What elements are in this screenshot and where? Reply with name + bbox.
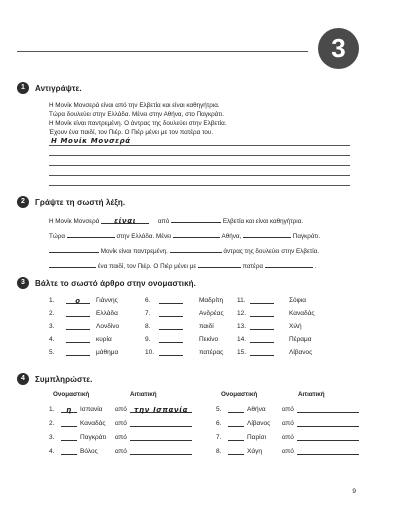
noun-word: Χάγη xyxy=(247,448,262,455)
accusative-blank[interactable] xyxy=(297,448,359,455)
article-blank[interactable] xyxy=(228,434,244,441)
article-blank[interactable] xyxy=(159,323,183,330)
from-word: από xyxy=(282,434,294,441)
article-blank[interactable] xyxy=(66,323,90,330)
writing-line[interactable] xyxy=(49,145,350,146)
item-number: 1. xyxy=(49,406,55,413)
item-number: 2. xyxy=(49,310,55,317)
accusative-blank[interactable] xyxy=(297,434,359,441)
from-word: από xyxy=(282,448,294,455)
article-blank[interactable] xyxy=(61,434,77,441)
answer-blank[interactable]: είναι xyxy=(101,217,149,224)
answer-blank[interactable] xyxy=(173,231,220,238)
item-number: 11. xyxy=(237,297,246,304)
item-number: 6. xyxy=(145,297,151,304)
section-3-heading xyxy=(17,277,196,289)
header-rule xyxy=(17,51,308,52)
article-blank[interactable] xyxy=(159,310,183,317)
item-number: 3. xyxy=(49,434,55,441)
noun-word: Χιλή xyxy=(289,323,302,330)
item-number: 14. xyxy=(237,336,247,343)
noun-word: παιδί xyxy=(199,323,214,330)
accusative-blank[interactable] xyxy=(297,420,359,427)
noun-word: Βόλος xyxy=(80,448,98,455)
section-title: Αντιγράψτε. xyxy=(35,83,82,93)
answer-blank[interactable] xyxy=(265,261,313,268)
answer-blank[interactable] xyxy=(243,231,291,238)
section-1-heading xyxy=(17,82,82,94)
accusative-blank[interactable] xyxy=(130,434,192,441)
item-number: 3. xyxy=(49,323,55,330)
accusative-blank[interactable] xyxy=(297,406,359,413)
accusative-blank[interactable]: την Ισπανία xyxy=(130,406,192,413)
noun-word: Καναδάς xyxy=(80,420,106,427)
from-word: από xyxy=(115,434,127,441)
noun-word: Μαδρίτη xyxy=(199,297,224,304)
item-number: 10. xyxy=(145,349,155,356)
item-number: 9. xyxy=(145,336,151,343)
column-header-accusative: Αιτιατική xyxy=(130,391,157,398)
section-number: 4 xyxy=(17,373,29,385)
item-number: 6. xyxy=(216,420,222,427)
fill-sentence-4: ένα παιδί, τον Πιέρ. Ο Πιέρ μένει με πατέρα . xyxy=(49,261,316,270)
copy-answer: Η Μονίκ Μονσερά xyxy=(51,137,131,145)
from-word: από xyxy=(282,420,294,427)
accusative-blank[interactable] xyxy=(130,448,192,455)
source-text xyxy=(49,101,226,137)
noun-word: Λίβανος xyxy=(289,349,313,356)
item-number: 8. xyxy=(145,323,151,330)
accusative-blank[interactable] xyxy=(130,420,192,427)
article-blank[interactable] xyxy=(250,323,274,330)
section-number: 2 xyxy=(17,196,29,208)
fill-sentence-1: Η Μονίκ Μονσερά είναι από Ελβετία και είναι καθηγήτρια. xyxy=(49,217,304,225)
answer-blank[interactable] xyxy=(198,261,241,268)
noun-word: Ελλάδα xyxy=(96,310,118,317)
item-number: 7. xyxy=(216,434,222,441)
noun-word: Λονδίνο xyxy=(96,323,120,330)
noun-word: Ανδρέας xyxy=(199,310,224,317)
noun-word: Πεκίνο xyxy=(199,336,219,343)
text-line: Η Μονίκ Μονσερά είναι από την Ελβετία και είναι καθηγήτρια. xyxy=(49,102,220,109)
text-line: Η Μονίκ είναι παντρεμένη. Ο άντρας της δουλεύει στην Ελβετία. xyxy=(49,120,227,127)
text-line: Έχουν ένα παιδί, τον Πιέρ. Ο Πιέρ μένει με τον πατέρα του. xyxy=(49,129,214,136)
answer-blank[interactable] xyxy=(170,246,222,253)
article-blank[interactable] xyxy=(228,448,244,455)
column-header-accusative: Αιτιατική xyxy=(298,391,325,398)
from-word: από xyxy=(115,420,127,427)
noun-word: κυρία xyxy=(96,336,112,343)
answer-blank[interactable] xyxy=(49,246,99,253)
noun-word: Πέραμα xyxy=(289,336,312,343)
section-number: 3 xyxy=(17,277,29,289)
from-word: από xyxy=(282,406,294,413)
noun-word: Παγκράτι xyxy=(80,434,107,441)
fill-sentence-3: Μονίκ είναι παντρεμένη. άντρας της δουλεύει στην Ελβετία. xyxy=(49,246,319,255)
article-blank[interactable] xyxy=(250,349,274,356)
writing-line[interactable] xyxy=(49,175,350,176)
section-number: 1 xyxy=(17,82,29,94)
article-blank[interactable] xyxy=(66,349,90,356)
noun-word: Αθήνα xyxy=(247,406,266,413)
item-number: 5. xyxy=(49,349,55,356)
item-number: 4. xyxy=(49,336,55,343)
section-title: Συμπληρώστε. xyxy=(35,374,93,384)
noun-word: Γιάννης xyxy=(96,297,118,304)
item-number: 2. xyxy=(49,420,55,427)
text-line: Τώρα δουλεύει στην Ελλάδα. Μένει στην Αθήνα, στο Παγκράτι. xyxy=(49,111,224,118)
article-blank[interactable] xyxy=(159,349,183,356)
item-number: 13. xyxy=(237,323,247,330)
column-header-nominative: Ονομαστική xyxy=(221,391,258,398)
article-blank[interactable] xyxy=(66,336,90,343)
item-number: 1. xyxy=(49,297,55,304)
item-number: 12. xyxy=(237,310,247,317)
writing-line[interactable] xyxy=(49,185,350,186)
article-blank[interactable]: η xyxy=(61,406,77,413)
writing-line[interactable] xyxy=(49,155,350,156)
item-number: 15. xyxy=(237,349,247,356)
article-blank[interactable] xyxy=(250,297,274,304)
article-blank[interactable] xyxy=(250,310,274,317)
article-blank[interactable] xyxy=(66,310,90,317)
noun-word: μάθημα xyxy=(96,349,119,356)
item-number: 4. xyxy=(49,448,55,455)
unit-number-badge: 3 xyxy=(318,28,359,69)
fill-sentence-2: Τώρα στην Ελλάδα. Μένει Αθήνα, Παγκράτι. xyxy=(49,233,321,240)
answer-blank[interactable] xyxy=(49,261,96,268)
noun-word: Λίβανος xyxy=(247,420,271,427)
article-blank[interactable] xyxy=(61,448,77,455)
section-2-heading xyxy=(17,196,125,208)
from-word: από xyxy=(115,448,127,455)
item-number: 5. xyxy=(216,406,222,413)
item-number: 8. xyxy=(216,448,222,455)
article-blank[interactable] xyxy=(228,420,244,427)
article-blank[interactable] xyxy=(228,406,244,413)
noun-word: Καναδάς xyxy=(289,310,315,317)
item-number: 7. xyxy=(145,310,151,317)
article-blank[interactable] xyxy=(159,336,183,343)
noun-word: Παρίσι xyxy=(247,434,267,441)
writing-line[interactable] xyxy=(49,165,350,166)
page-number: 9 xyxy=(352,488,356,495)
section-title: Γράψτε τη σωστή λέξη. xyxy=(35,197,126,207)
article-blank[interactable] xyxy=(61,420,77,427)
noun-word: Σόφια xyxy=(289,297,307,304)
article-blank[interactable] xyxy=(250,336,274,343)
noun-word: Ισπανία xyxy=(80,406,103,413)
column-header-nominative: Ονομαστική xyxy=(53,391,90,398)
answer-blank[interactable] xyxy=(171,216,221,223)
article-blank[interactable] xyxy=(159,297,183,304)
noun-word: πατέρας xyxy=(199,349,224,356)
section-4-heading xyxy=(17,373,93,385)
article-blank[interactable]: ο xyxy=(66,297,90,304)
from-word: από xyxy=(115,406,127,413)
answer-blank[interactable] xyxy=(67,231,115,238)
section-title: Βάλτε το σωστό άρθρο στην ονομαστική. xyxy=(35,278,196,288)
